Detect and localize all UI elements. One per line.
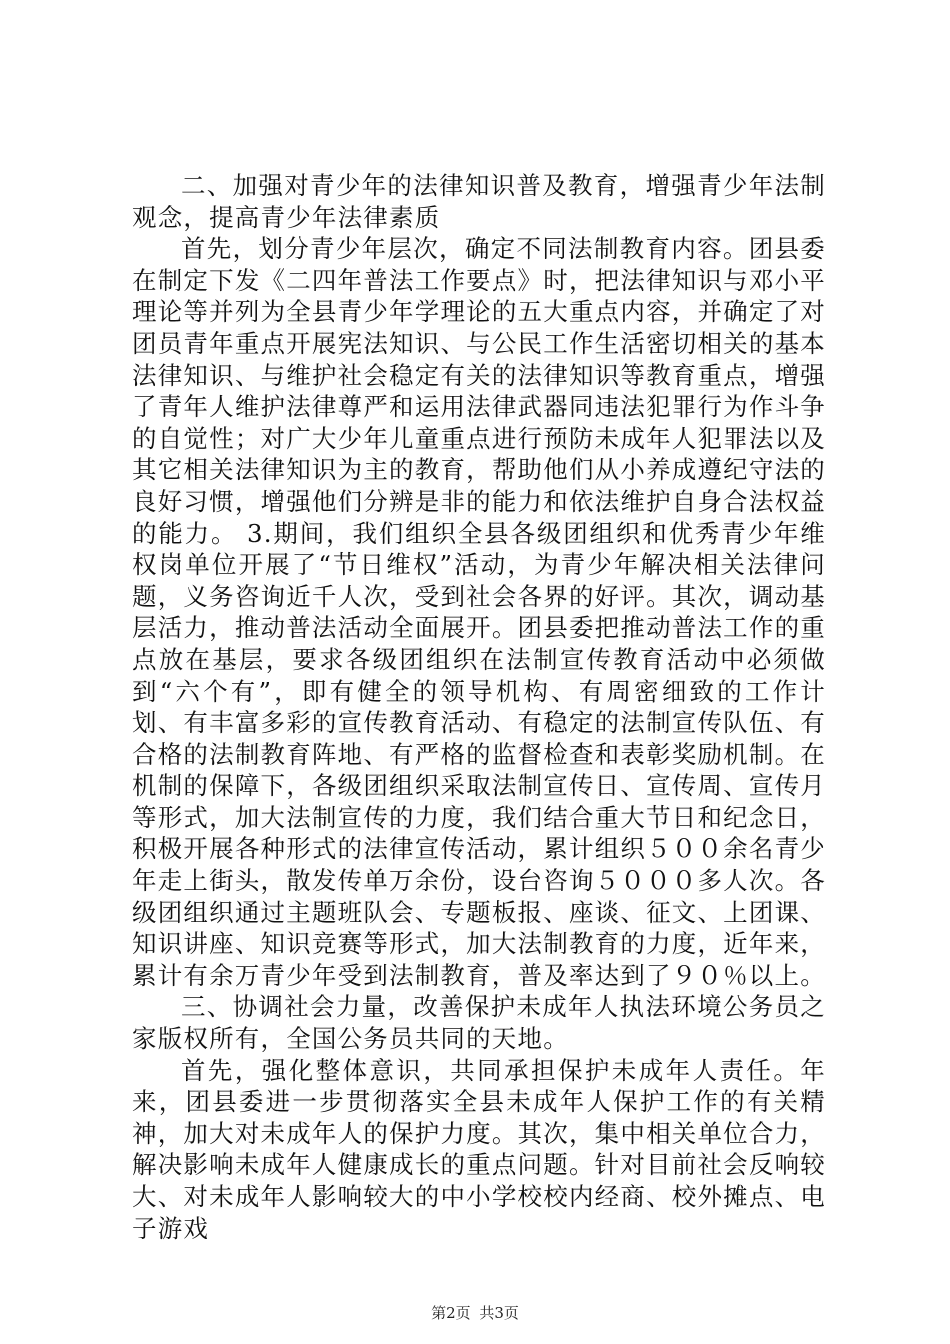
document-body bbox=[132, 170, 826, 1244]
paragraph-body-1: 首先，划分青少年层次，确定不同法制教育内容。团县委在制定下发《二四年普法工作要点》时，把法律知识与邓小平理论等并列为全县青少年学理论的五大重点内容，并确定了对团员青年重点开展宪法知识、与公民工作生活密切相关的基本法律知识、与维护社会稳定有关的法律知识等教育重点，增强了青年人维护法律尊严和运用法律武器同违法犯罪行为作斗争的自觉性；对广大少年儿童重点进行预防未成年人犯罪法以及其它相关法律知识为主的教育，帮助他们从小养成遵纪守法的良好习惯，增强他们分辨是非的能力和依法维护自身合法权益的能力。 3.期间，我们组织全县各级团组织和优秀青少年维权岗单位开展了“节日维权”活动，为青少年解决相关法律问题，义务咨询近千人次，受到社会各界的好评。其次，调动基层活力，推动普法活动全面展开。团县委把推动普法工作的重点放在基层，要求各级团组织在法制宣传教育活动中必须做到“六个有”，即有健全的领导机构、有周密细致的工作计划、有丰富多彩的宣传教育活动、有稳定的法制宣传队伍、有合格的法制教育阵地、有严格的监督检查和表彰奖励机制。在机制的保障下，各级团组织采取法制宣传日、宣传周、宣传月等形式，加大法制宣传的力度，我们结合重大节日和纪念日，积极开展各种形式的法律宣传活动，累计组织５００余名青少年走上街头，散发传单万余份，设台咨询５０００多人次。各级团组织通过主题班队会、专题板报、座谈、征文、上团课、知识讲座、知识竞赛等形式，加大法制教育的力度，近年来，累计有余万青少年受到法制教育，普及率达到了９０％以上。 bbox=[132, 234, 826, 990]
page-footer bbox=[0, 1302, 950, 1323]
paragraph-heading-2: 二、加强对青少年的法律知识普及教育，增强青少年法制观念，提高青少年法律素质 bbox=[132, 171, 826, 232]
paragraph-body-2: 首先，强化整体意识，共同承担保护未成年人责任。年来，团县委进一步贯彻落实全县未成年人保护工作的有关精神，加大对未成年人的保护力度。其次，集中相关单位合力，解决影响未成年人健康成长的重点问题。针对目前社会反响较大、对未成年人影响较大的中小学校校内经商、校外摊点、电子游戏 bbox=[132, 1055, 826, 1243]
page-total: 共3页 bbox=[479, 1304, 519, 1322]
page-number: 第2页 bbox=[431, 1304, 471, 1322]
paragraph-heading-3: 三、协调社会力量，改善保护未成年人执法环境公务员之家版权所有，全国公务员共同的天地。 bbox=[132, 992, 826, 1054]
